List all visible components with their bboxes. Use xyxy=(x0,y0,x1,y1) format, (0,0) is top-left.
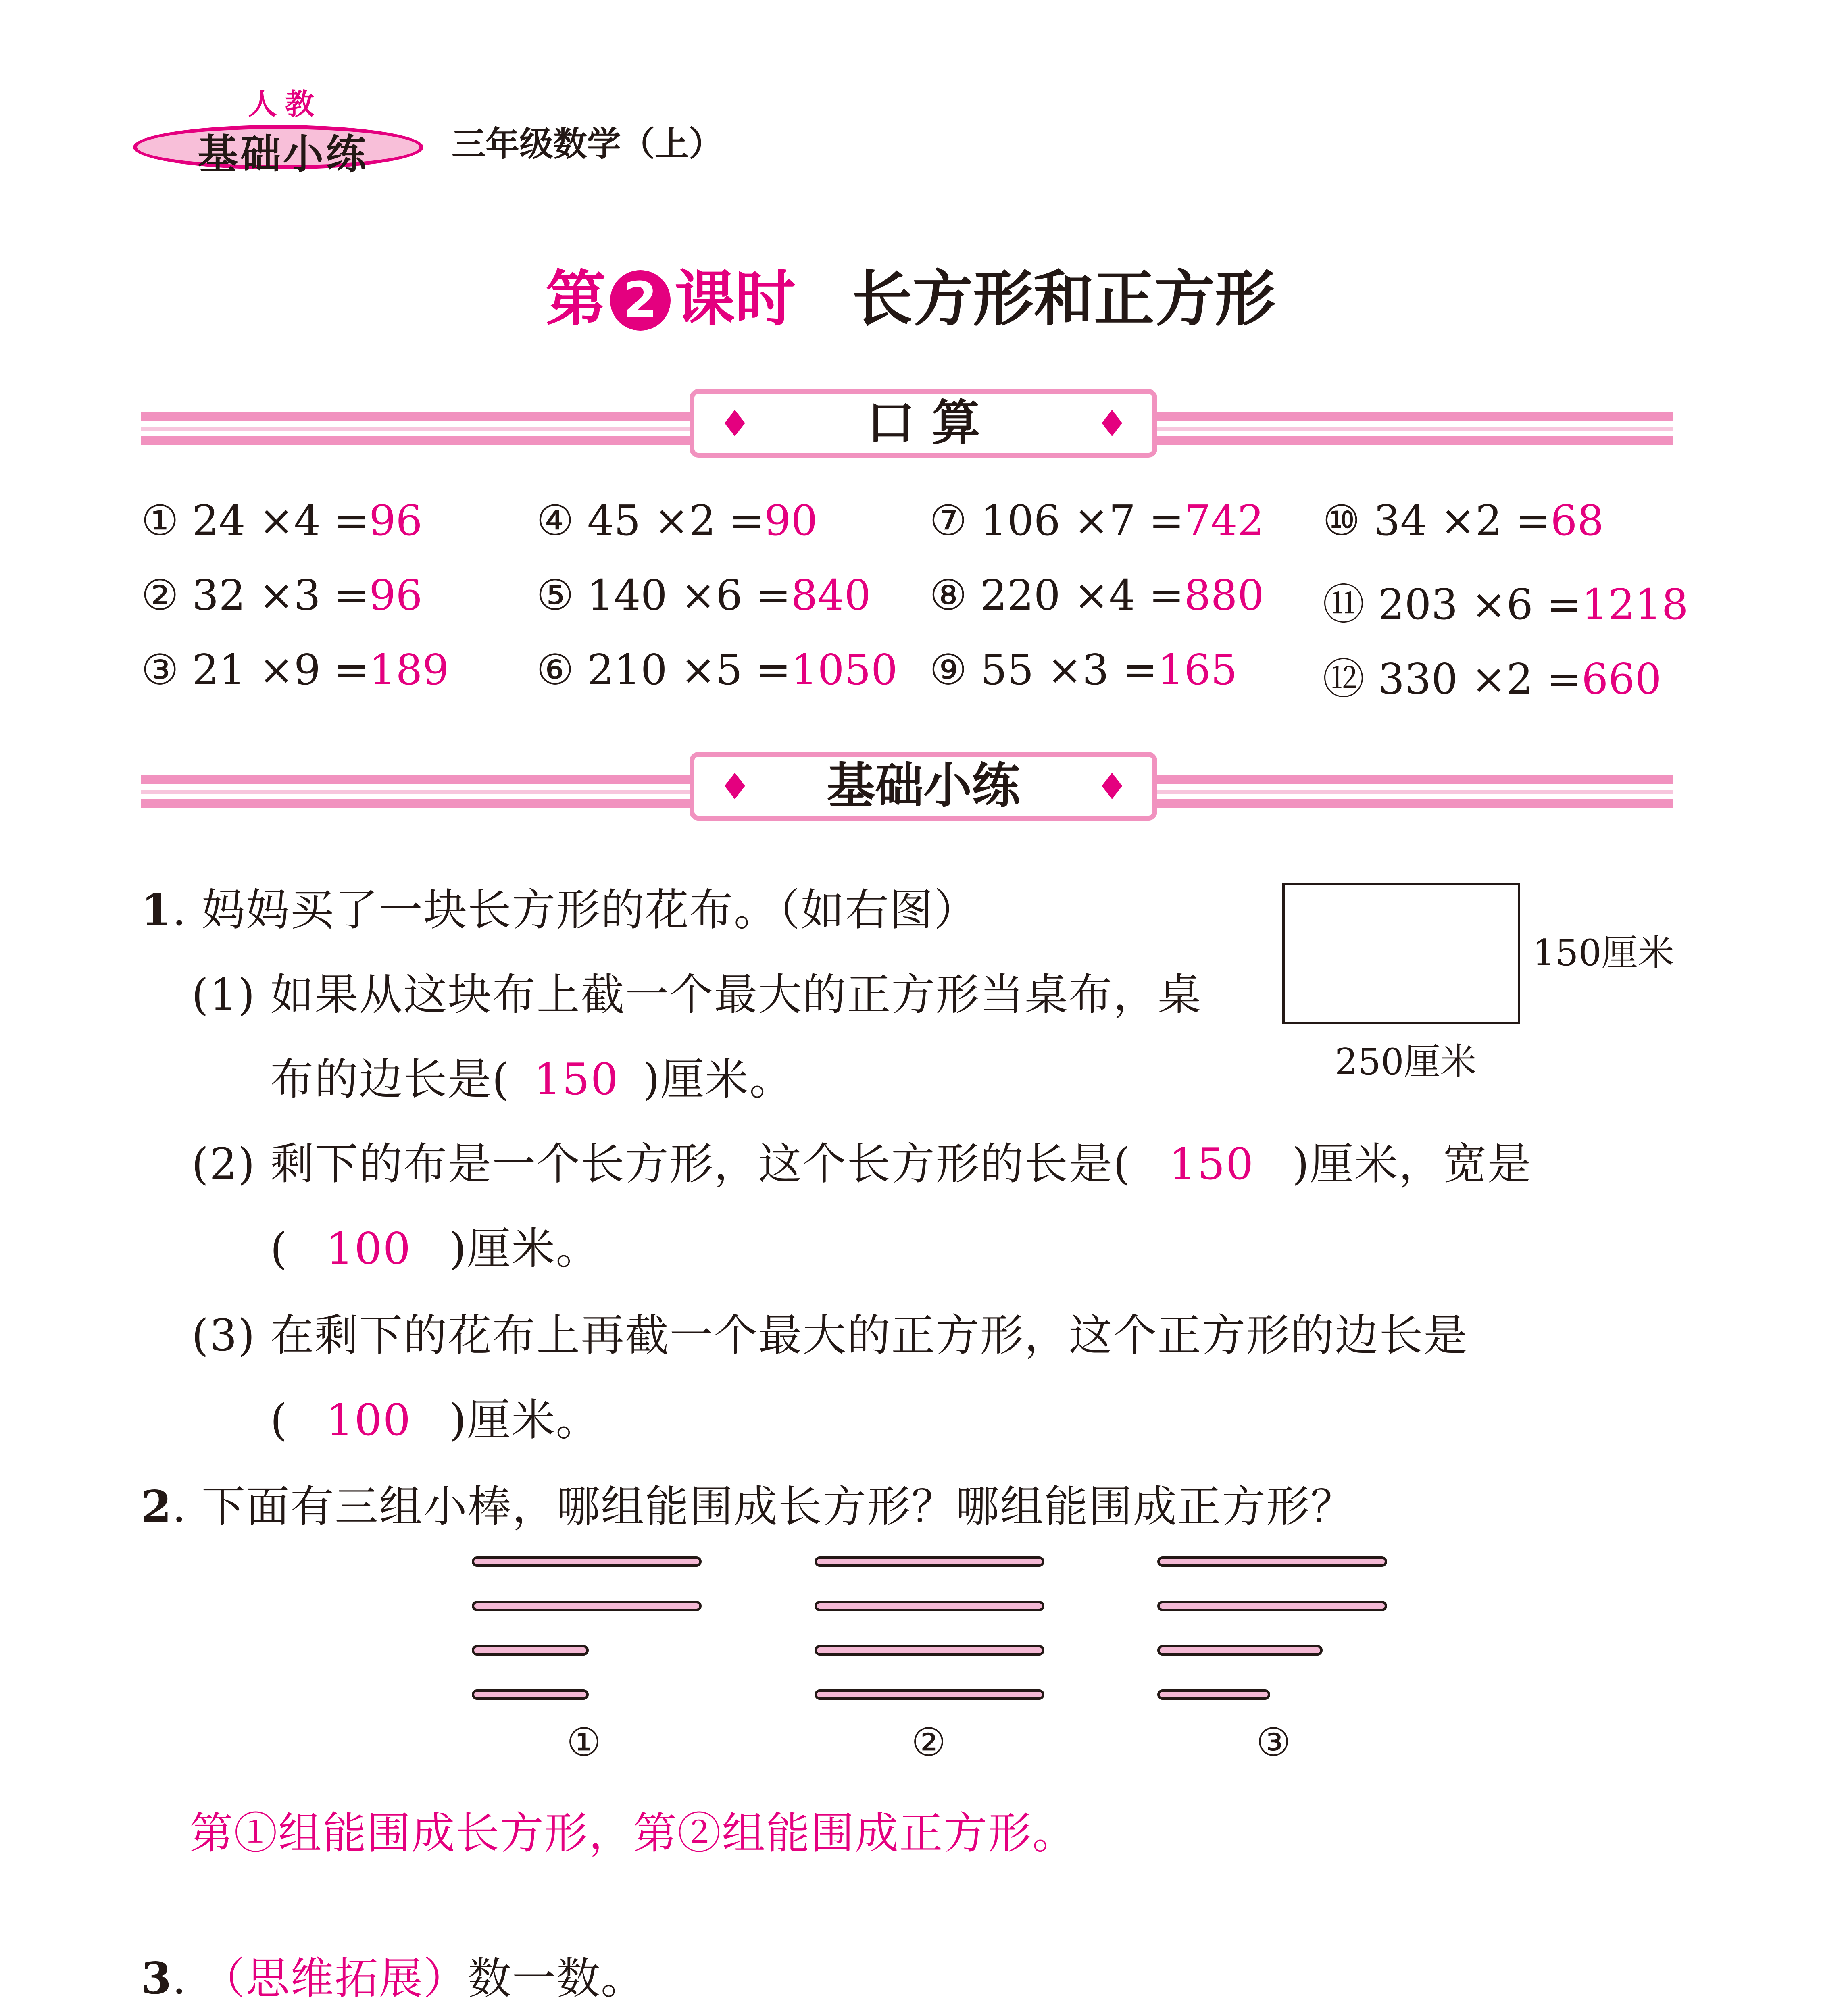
stick xyxy=(815,1689,1044,1700)
diamond-icon: ♦ xyxy=(1096,403,1128,445)
q2-group-label: ② xyxy=(911,1720,946,1765)
stick xyxy=(1157,1645,1323,1656)
calc-item: ⑩ 34 ×2 =68 xyxy=(1323,496,1604,545)
q2-group-label: ① xyxy=(567,1720,602,1765)
stick xyxy=(472,1689,589,1700)
calc-item: ⑦ 106 ×7 =742 xyxy=(929,496,1264,545)
practice-section-title: ♦ 基础小练 ♦ xyxy=(690,752,1157,821)
calc-item: ⑫ 330 ×2 =660 xyxy=(1323,654,1662,704)
calc-item: ① 24 ×4 =96 xyxy=(141,496,423,545)
calc-item: ② 32 ×3 =96 xyxy=(141,571,423,620)
q1-length-label: 250厘米 xyxy=(1335,1041,1477,1083)
stick xyxy=(815,1601,1044,1611)
q1-part1-line2: 布的边长是( 150 )厘米。 xyxy=(270,1054,794,1105)
q2-group-label: ③ xyxy=(1256,1720,1291,1765)
calc-item: ⑪ 203 ×6 =1218 xyxy=(1323,580,1688,629)
publisher-label: 人教 xyxy=(248,87,323,121)
stick xyxy=(472,1645,589,1656)
q3-stem: 3. （思维拓展）数一数。 xyxy=(141,1953,645,2004)
grade-label: 三年级数学（上） xyxy=(452,124,723,164)
stick xyxy=(815,1645,1044,1656)
calc-item: ⑤ 140 ×6 =840 xyxy=(536,571,871,620)
q1-part1-line1: (1) 如果从这块布上截一个最大的正方形当桌布，桌 xyxy=(192,970,1202,1020)
stick xyxy=(1157,1689,1270,1700)
calc-item: ⑥ 210 ×5 =1050 xyxy=(536,645,898,694)
series-name: 基础小练 xyxy=(198,131,369,178)
stick xyxy=(815,1556,1044,1567)
stick xyxy=(472,1556,702,1567)
q1-part3-line1: (3) 在剩下的花布上再截一个最大的正方形，这个正方形的边长是 xyxy=(192,1310,1468,1361)
q1-part2-line1: (2) 剩下的布是一个长方形，这个长方形的长是( 150 )厘米，宽是 xyxy=(192,1139,1532,1189)
q2-stem: 2. 下面有三组小棒，哪组能围成长方形？哪组能围成正方形？ xyxy=(141,1481,1355,1532)
q1-width-label: 150厘米 xyxy=(1532,932,1674,974)
lesson-topic: 长方形和正方形 xyxy=(852,264,1276,334)
q1-part2-line2: ( 100 )厘米。 xyxy=(270,1224,600,1274)
oral-section-title: ♦ 口 算 ♦ xyxy=(690,389,1157,458)
q1-part3-answer: 100 xyxy=(326,1395,412,1445)
diamond-icon: ♦ xyxy=(1096,766,1128,808)
calc-item: ③ 21 ×9 =189 xyxy=(141,645,449,694)
q1-part2-answer-width: 100 xyxy=(326,1224,412,1274)
q1-part3-line2: ( 100 )厘米。 xyxy=(270,1395,600,1445)
q1-stem: 1. 妈妈买了一块长方形的花布。（如右图） xyxy=(141,885,978,935)
stick xyxy=(1157,1556,1387,1567)
q2-answer: 第①组能围成长方形，第②组能围成正方形。 xyxy=(190,1808,1077,1859)
lesson-number-badge: 2 xyxy=(610,270,671,331)
stick xyxy=(1157,1601,1387,1611)
q3-tag: （思维拓展） xyxy=(201,1954,468,2004)
stick xyxy=(472,1601,702,1611)
diamond-icon: ♦ xyxy=(719,403,751,445)
calc-item: ⑧ 220 ×4 =880 xyxy=(929,571,1264,620)
diamond-icon: ♦ xyxy=(719,766,751,808)
lesson-suffix: 课时 xyxy=(674,264,796,334)
lesson-prefix: 第 xyxy=(545,264,606,334)
q1-part1-answer: 150 xyxy=(533,1054,619,1105)
q1-part2-answer-length: 150 xyxy=(1169,1139,1254,1189)
calc-item: ④ 45 ×2 =90 xyxy=(536,496,818,545)
calc-item: ⑨ 55 ×3 =165 xyxy=(929,645,1238,694)
